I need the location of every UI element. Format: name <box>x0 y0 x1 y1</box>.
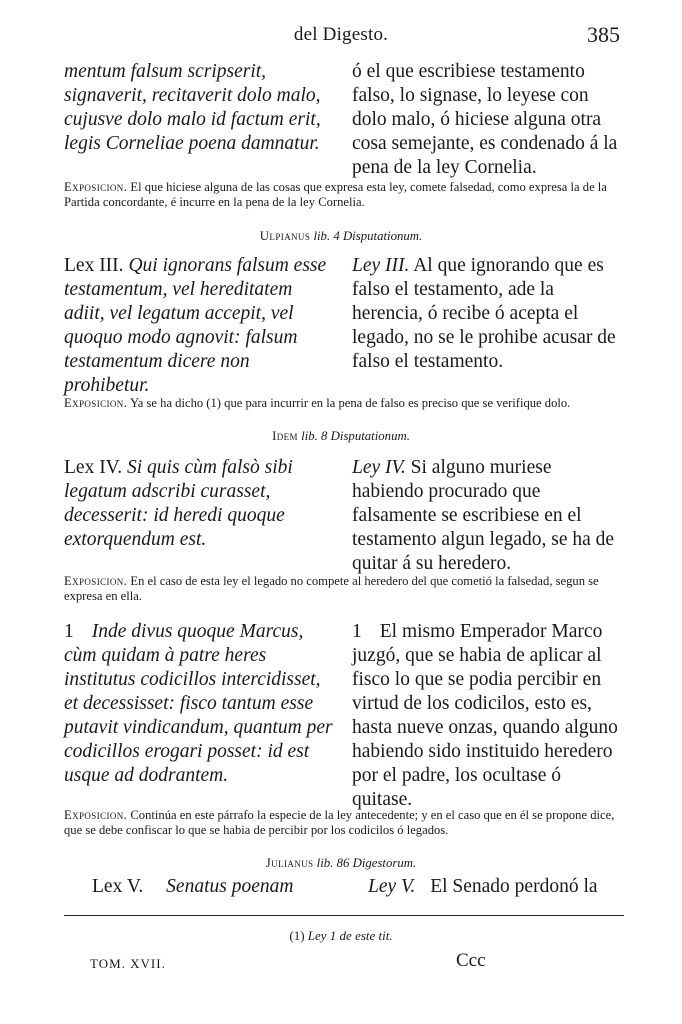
spanish-column-top <box>352 60 624 180</box>
spanish-text: El mismo Emperador Marco juzgó, que se habia de aplicar al fisco lo que se podia percibir en virtud de los codicilos, esto es, hasta nueve onzas, quando alguno habiendo sido instituido heredero por el padre, los ocultase ó quitase. <box>352 621 618 810</box>
lex-heading: Lex V. <box>92 876 144 897</box>
exposicion-label: Exposicion. <box>64 808 128 822</box>
lex-heading: Lex III. <box>64 255 124 276</box>
latin-text: Senatus poenam <box>166 876 294 897</box>
exposicion-text: En el caso de esta ley el legado no compete al heredero del que cometió la falsedad, segun se expresa en ella. <box>64 574 599 603</box>
latin-column-lex3 <box>64 254 336 398</box>
citation <box>0 429 682 444</box>
spanish-text: Al que ignorando que es falso el testamento, ade la herencia, ó recibe ó acepta el legado, no se le prohibe acusar de falso el testamento. <box>352 255 616 372</box>
volume-signature: TOM. XVII. <box>90 956 166 971</box>
citation-reference: lib. 86 Digestorum. <box>316 856 417 870</box>
spanish-column-para1 <box>352 620 624 812</box>
citation <box>0 229 682 244</box>
latin-column-lex5 <box>92 876 293 898</box>
spanish-text: El Senado perdonó la <box>430 876 598 897</box>
latin-column-top <box>64 60 336 156</box>
citation-reference: lib. 4 Disputationum. <box>313 229 423 243</box>
exposicion-label: Exposicion. <box>64 396 128 410</box>
citation <box>0 856 682 871</box>
exposicion-text: El que hiciese alguna de las cosas que expresa esta ley, comete falsedad, como expresa la de la Partida concordante, é incurre en la pena de la ley Cornelia. <box>64 180 607 209</box>
spanish-column-lex5 <box>368 876 598 898</box>
ley-heading: Ley V. <box>368 876 416 897</box>
ley-heading: Ley IV. <box>352 457 406 478</box>
citation-author: Julianus <box>265 856 314 870</box>
footnote <box>0 928 682 944</box>
spanish-text: Si alguno muriese habiendo procurado que falsamente se escribiese en el testamento algun legado, se ha de quitar á su heredero. <box>352 457 615 574</box>
latin-text: mentum falsum scripserit, signaverit, recitaverit dolo malo, cujusve dolo malo id factum erit, legis Corneliae poena damnatur. <box>64 61 321 154</box>
exposicion-label: Exposicion. <box>64 180 128 194</box>
latin-text: Si quis cùm falsò sibi legatum adscribi curasset, decesserit: id heredi quoque extorquendum est. <box>64 457 293 550</box>
latin-text: Qui ignorans falsum esse testamentum, vel hereditatem adiit, vel legatum accepit, vel quoquo modo agnovit: falsum testamentum dicere non prohibetur. <box>64 255 327 396</box>
footnote-marker: (1) <box>289 928 305 943</box>
gathering-signature: Ccc <box>456 950 486 971</box>
lex-heading: Lex IV. <box>64 457 123 478</box>
exposicion-paragraph <box>64 180 624 210</box>
citation-author: Idem <box>272 429 298 443</box>
running-title: del Digesto. <box>293 24 389 45</box>
paragraph-number: 1 <box>64 621 74 642</box>
paragraph-number: 1 <box>352 621 362 642</box>
latin-column-lex4 <box>64 456 336 552</box>
spanish-column-lex3 <box>352 254 624 374</box>
footnote-text: Ley 1 de este tit. <box>307 928 393 943</box>
exposicion-text: Ya se ha dicho (1) que para incurrir en la pena de falso es preciso que se verifique dolo. <box>129 396 571 410</box>
ley-heading: Ley III. <box>352 255 410 276</box>
spanish-text: ó el que escribiese testamento falso, lo signase, lo leyese con dolo malo, ó hiciese alguna otra cosa semejante, es condenado á la pena de la ley Cornelia. <box>352 61 618 178</box>
citation-author: Ulpianus <box>259 229 311 243</box>
page-number: 385 <box>587 22 620 47</box>
exposicion-text: Continúa en este párrafo la especie de la ley antecedente; y en el caso que en él se propone dice, que se debe confiscar lo que se habia de percibir por los codicilos ó legados. <box>64 808 615 837</box>
exposicion-paragraph <box>64 396 624 411</box>
exposicion-paragraph <box>64 808 624 838</box>
spanish-column-lex4 <box>352 456 624 576</box>
exposicion-label: Exposicion. <box>64 574 128 588</box>
exposicion-paragraph <box>64 574 624 604</box>
latin-column-para1 <box>64 620 336 788</box>
footnote-rule <box>64 915 624 916</box>
latin-text: Inde divus quoque Marcus, cùm quidam à patre heres institutus codicillos intercidisset, et decessisset: fisco tantum esse putavit vindicandum, quantum per codicillos erogari posset: id est usque ad dodrantem. <box>64 621 333 786</box>
citation-reference: lib. 8 Disputationum. <box>301 429 410 443</box>
